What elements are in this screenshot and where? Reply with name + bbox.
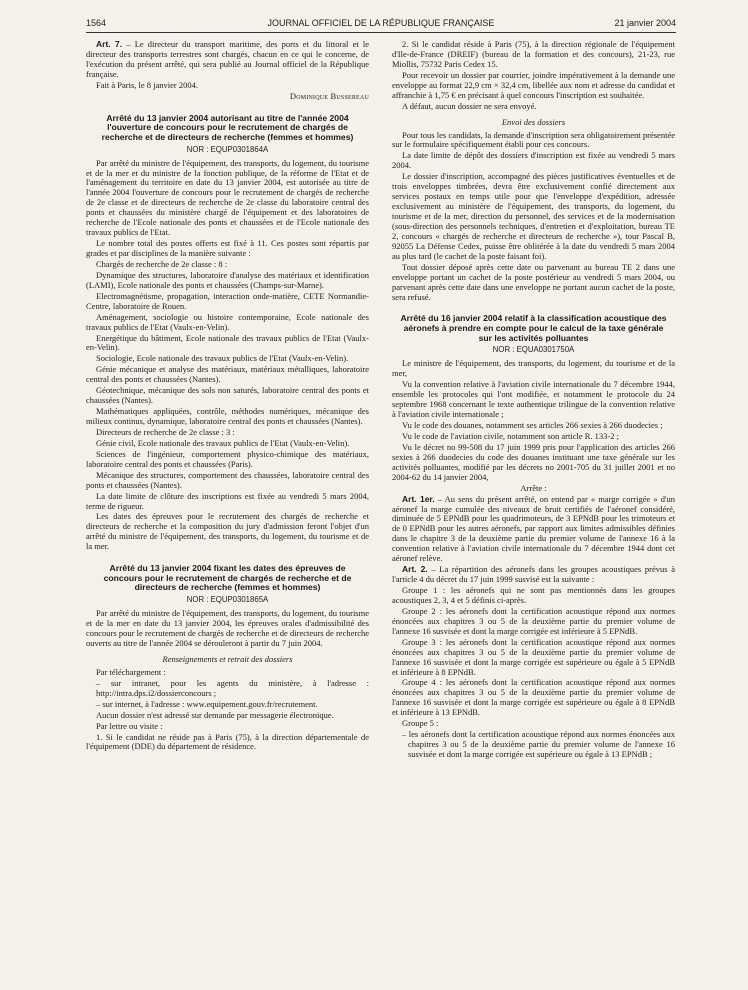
paragraph: Vu le code des douanes, notamment ses articles 266 sexies à 266 duodecies ; — [402, 420, 663, 431]
paragraph: Par arrêté du ministre de l'équipement, des transports, du logement, du tourisme et de la mer en date du 13 janvier 2004, les épreuves orales d'admissibilité des concours pour le recrutement de chargés de recherche et de directeurs de recherche ouverts au titre de l'année 2004 se dérouleront à partir du 7 juin 2004. — [86, 608, 369, 649]
paragraph: 1. Si le candidat ne réside pas à Paris (75), à la direction départementale de l'équipement (DDE) du département de résidence. — [86, 731, 369, 752]
article-2-text: – La répartition des aéronefs dans les groupes acoustiques prévus à l'article 4 du décret du 17 juin 1999 susvisé est la suivante : — [392, 564, 675, 585]
paragraph: Sciences de l'ingénieur, comportement physico-chimique des matériaux, laboratoire central des ponts et chaussées (Paris). — [86, 448, 369, 469]
paragraph: Tout dossier déposé après cette date ou parvenant au bureau TE 2 dans une enveloppe portant un cachet de la poste postérieur au vendredi 5 mars 2004, ou parvenant après cette date dans une enveloppe ne portant aucun cachet de la poste, sera refusé. — [392, 261, 675, 302]
decree-1-body — [86, 159, 369, 553]
paragraph: Vu la convention relative à l'aviation civile internationale du 7 décembre 1944, ensemble les protocoles qui l'ont modifiée, et notamment le protocole du 24 septembre 1968 concernant le texte authentique trilingue de la convention relative à l'aviation civile internationale ; — [392, 379, 675, 420]
done-at: Fait à Paris, le 8 janvier 2004. — [96, 79, 198, 90]
article-2-label: Art. 2. — [402, 564, 428, 575]
group-item: Groupe 5 : — [402, 718, 439, 729]
list-item: – sur internet, à l'adresse : www.equipement.gouv.fr/recrutement. — [96, 698, 318, 709]
paragraph: Génie civil, Ecole nationale des travaux publics de l'Etat (Vaulx-en-Velin). — [96, 437, 350, 448]
article-1-label: Art. 1er. — [402, 493, 435, 504]
paragraph: Les dates des épreuves pour le recrutement des chargés de recherche et directeurs de recherche et la composition du jury d'admission feront l'objet d'un arrêté du ministre de l'équipement, des transports, du logement, du tourisme et de la mer. — [86, 511, 369, 552]
section-heading: Envoi des dossiers — [501, 116, 566, 127]
paragraph: Pour recevoir un dossier par courrier, joindre impérativement à la demande une enveloppe au format 22,9 cm × 32,4 cm, libellée aux nom et adresse du candidat et affranchie à 1,75 € en précisant à quel concours l'inscription est souhaitée. — [392, 69, 675, 100]
paragraph: La date limite de clôture des inscriptions est fixée au vendredi 5 mars 2004, terme de rigueur. — [86, 490, 369, 511]
paragraph: Dynamique des structures, laboratoire d'analyse des matériaux et identification (LAMI), Ecole nationale des ponts et chaussées (Champs-sur-Marne). — [86, 269, 369, 290]
article-1-text: – Au sens du présent arrêté, on entend par « marge corrigée » d'un aéronef la marge cumulée des niveaux de bruit certifiés de l'aéronef considéré, diminuée de 5 EPNdB pour les quadrimoteurs, de 3 EPNdB pour les trimoteurs et de 0 EPNdB pour les autres aéronefs, par rapport aux limites admissibles définies dans le chapitre 3 de la deuxième partie du premier volume de l'annexe 16 à la convention relative à l'aviation civile internationale du 7 décembre 1944 dont cet aéronef relève. — [392, 493, 675, 564]
paragraph: Par lettre ou visite : — [96, 720, 163, 731]
paragraph: Génie mécanique et analyse des matériaux, matériaux métalliques, laboratoire central des ponts et chaussées (Nantes). — [86, 364, 369, 385]
decree-3-nor: NOR : EQUA0301750A — [492, 345, 575, 355]
paragraph: La date limite de dépôt des dossiers d'inscription est fixée au vendredi 5 mars 2004. — [392, 150, 675, 171]
paragraph: Mathématiques appliquées, contrôle, méthodes numériques, mécanique des milieux continus, dynamique, laboratoire central des ponts et chaussées (Nantes). — [86, 406, 369, 427]
paragraph: Le ministre de l'équipement, des transports, du logement, du tourisme et de la mer, — [392, 358, 675, 379]
page-header — [86, 18, 676, 33]
journal-title: JOURNAL OFFICIEL DE LA RÉPUBLIQUE FRANÇAISE — [267, 18, 495, 28]
paragraph: Vu le code de l'aviation civile, notamment son article R. 133-2 ; — [402, 430, 620, 441]
group-item: Groupe 1 : les aéronefs qui ne sont pas mentionnés dans les groupes acoustiques 2, 3, 4 et 5 définis ci-après. — [392, 585, 675, 605]
paragraph: Mécanique des structures, comportement des chaussées, laboratoire central des ponts et chaussées (Nantes). — [86, 469, 369, 490]
paragraph: A défaut, aucun dossier ne sera envoyé. — [402, 100, 537, 111]
paragraph: Par arrêté du ministre de l'équipement, des transports, du logement, du tourisme et de la mer et du ministre de la fonction publique, de la réforme de l'Etat et de l'aménagement du territoire en date du 13 janvier 2004, est autorisée au titre de l'année 2004 l'ouverture de concours pour le recrutement de chargés de recherche de 2e classe et de directeurs de recherche de 2e classe du laboratoire central des ponts et chaussées du ministère chargé de l'équipement et des laboratoires de recherche de l'Ecole nationale des ponts et chaussées et de l'Ecole nationale des travaux publics de l'Etat. — [86, 157, 369, 238]
paragraph: Aucun dossier n'est adressé sur demande par messagerie électronique. — [96, 709, 334, 720]
paragraph: Chargés de recherche de 2e classe : 8 : — [96, 258, 228, 269]
paragraph: Géotechnique, mécanique des sols non saturés, laboratoire central des ponts et chaussées (Nantes). — [86, 385, 369, 406]
paragraph: 2. Si le candidat réside à Paris (75), à la direction régionale de l'équipement d'Ile-de-France (DREIF) (bureau de la formation et des concours), 21-23, rue Miollis, 75732 Paris Cedex 15. — [392, 40, 675, 69]
decree-1-title: Arrêté du 13 janvier 2004 autorisant au titre de l'année 2004 l'ouverture de concours pour le recrutement de chargés de recherche et de directeurs de recherche (femmes et hommes) — [101, 112, 354, 142]
paragraph: Directeurs de recherche de 2e classe : 3 : — [96, 426, 235, 437]
paragraph: Energétique du bâtiment, Ecole nationale des travaux publics de l'Etat (Vaulx-en-Velin). — [86, 332, 369, 353]
list-item: – les aéronefs dont la certification acoustique répond aux normes énoncées aux chapitres 3 ou 5 de la deuxième partie du premier volume de l'annexe 16 susvisée et dont la marge corrigée est supérieure ou égale à 13 EPNdB ; — [402, 729, 675, 760]
decree-2-title: Arrêté du 13 janvier 2004 fixant les dates des épreuves de concours pour le recrutement de chargés de recherche et de directeurs de recherche (femmes et hommes) — [103, 563, 352, 593]
article-7-label: Art. 7. — [96, 40, 123, 49]
right-column — [392, 40, 675, 985]
paragraph: Aménagement, sociologie ou histoire contemporaine, Ecole nationale des travaux publics de l'Etat (Vaulx-en-Velin). — [86, 311, 369, 332]
paragraph: Le nombre total des postes offerts est fixé à 11. Ces postes sont répartis par grades et par disciplines de la manière suivante : — [86, 238, 369, 259]
page-number: 1564 — [86, 18, 107, 28]
article-2 — [392, 565, 675, 585]
paragraph: Electromagnétisme, propagation, interaction onde-matière, CETE Normandie-Centre, laboratoire de Rouen. — [86, 290, 369, 311]
left-column — [86, 40, 369, 985]
arrete-heading: Arrête : — [520, 482, 547, 493]
article-1 — [392, 495, 675, 565]
paragraph: Vu le décret no 99-508 du 17 juin 1999 pris pour l'application des articles 266 sexies à 266 duodecies du code des douanes instituant une taxe générale sur les activités polluantes, modifié par les décrets no 2001-705 du 31 juillet 2001 et no 2004-62 du 14 janvier 2004, — [392, 441, 675, 482]
paragraph: Pour tous les candidats, la demande d'inscription sera obligatoirement présentée sur le formulaire spécifiquement établi pour ces concours. — [392, 129, 675, 150]
decree-3-title: Arrêté du 16 janvier 2004 relatif à la classification acoustique des aéronefs à prendre en compte pour le calcul de la taxe générale sur les activités polluantes — [400, 313, 667, 343]
paragraph: Sociologie, Ecole nationale des travaux publics de l'Etat (Vaulx-en-Velin). — [96, 353, 349, 364]
section-heading: Renseignements et retrait des dossiers — [162, 653, 293, 664]
issue-date: 21 janvier 2004 — [614, 18, 676, 28]
decree-2-nor: NOR : EQUP0301865A — [186, 595, 269, 605]
list-item: – sur intranet, pour les agents du ministère, à l'adresse : http://intra.dps.i2/dossierconcours ; — [96, 677, 369, 698]
group-item: Groupe 3 : les aéronefs dont la certification acoustique répond aux normes énoncées aux chapitres 3 ou 5 de la deuxième partie du premier volume de l'annexe 16 susvisée et dont la marge corrigée est supérieure ou égale à 5 EPNdB et inférieure à 8 EPNdB. — [392, 636, 675, 677]
article-7 — [86, 40, 369, 80]
paragraph: Le dossier d'inscription, accompagné des pièces justificatives éventuelles et de trois enveloppes timbrées, devra être exclusivement confié directement aux services postaux en temps utile pour que l'enveloppe d'expédition, adressée exclusivement au ministère de l'équipement, des transports, du logement, du tourisme et de la mer, direction du personnel, des services et de la modernisation (sous-direction des personnels techniques, d'entretien et d'exploitation, bureau TE 2, concours « chargés de recherche et directeurs de recherche »), tour Pascal B, 92055 La Défense Cedex, puisse être oblitérée à la date du vendredi 5 mars 2004 au plus tard (le cachet de la poste faisant foi). — [392, 171, 675, 261]
signature: Dominique Bussereau — [289, 90, 369, 101]
paragraph: Par téléchargement : — [96, 666, 166, 677]
group-item: Groupe 2 : les aéronefs dont la certification acoustique répond aux normes énoncées aux chapitres 3 ou 5 de la deuxième partie du premier volume de l'annexe 16 susvisée et dont la marge corrigée est inférieure à 5 EPNdB. — [392, 605, 675, 636]
article-7-text: – Le directeur du transport maritime, des ports et du littoral et le directeur des transports terrestres sont chargés, chacun en ce qui le concerne, de l'exécution du présent arrêté, qui sera publié au Journal officiel de la République française. — [86, 40, 369, 79]
group-item: Groupe 4 : les aéronefs dont la certification acoustique répond aux normes énoncées aux chapitres 3 ou 5 de la deuxième partie du premier volume de l'annexe 16 susvisée et dont la marge corrigée est supérieure ou égale à 8 EPNdB et inférieure à 13 EPNdB. — [392, 677, 675, 718]
decree-1-nor: NOR : EQUP0301864A — [186, 144, 269, 154]
